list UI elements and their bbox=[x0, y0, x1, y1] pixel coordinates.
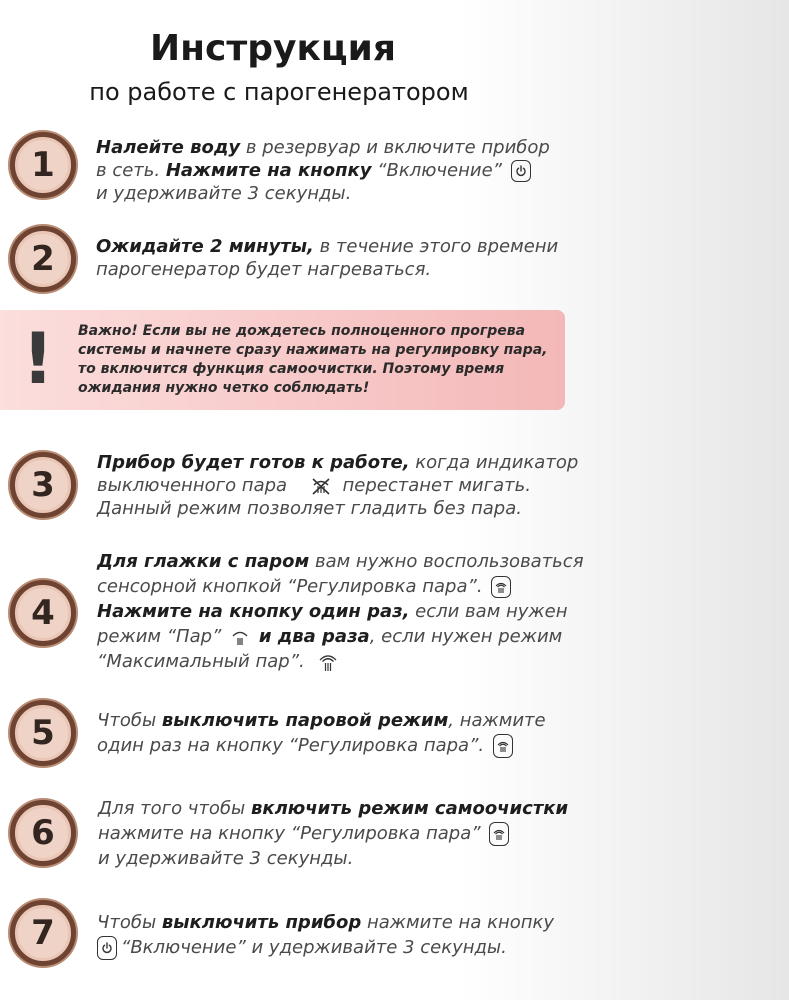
step-5-text: Чтобы выключить паровой режим, нажмите один раз на кнопку “Регулировка пара”. bbox=[97, 710, 546, 756]
step-6-badge: 6 bbox=[10, 800, 76, 866]
step-3-text: Прибор будет готов к работе, когда индикатор выключенного пара перестанет мигать. Данный режим позволяет гладить без пара. bbox=[97, 452, 579, 519]
step-2-text: Ожидайте 2 минуты, в течение этого времени парогенератор будет нагреваться. bbox=[96, 236, 559, 280]
step-6-text: Для того чтобы включить режим самоочистки нажмите на кнопку “Регулировка пара” и удерживайте 3 секунды. bbox=[98, 798, 569, 869]
step-2-badge: 2 bbox=[10, 226, 76, 292]
steam-regulation-icon bbox=[493, 734, 513, 758]
steam-regulation-icon bbox=[491, 576, 511, 598]
power-icon bbox=[511, 160, 531, 182]
page-title: Инструкция bbox=[150, 28, 396, 69]
step-5-badge: 5 bbox=[10, 700, 76, 766]
exclamation-icon: ! bbox=[22, 318, 54, 400]
step-3-badge: 3 bbox=[10, 452, 76, 518]
page-subtitle: по работе с парогенератором bbox=[89, 78, 469, 106]
step-7-text: Чтобы выключить прибор нажмите на кнопку “Включение” и удерживайте 3 секунды. bbox=[97, 912, 555, 958]
max-steam-icon bbox=[318, 652, 338, 672]
steam-icon bbox=[231, 628, 249, 646]
power-icon bbox=[97, 936, 117, 960]
step-4-badge: 4 bbox=[10, 580, 76, 646]
warning-text: Важно! Если вы не дождетесь полноценного прогрева системы и начнете сразу нажимать на регулировку пара, то включится функция самоочистки. Поэтому время ожидания нужно четко соблюдать! bbox=[78, 323, 548, 396]
steam-regulation-icon bbox=[489, 822, 509, 846]
warning-banner bbox=[0, 310, 565, 410]
step-1-badge: 1 bbox=[10, 132, 76, 198]
steam-off-icon bbox=[311, 477, 331, 495]
step-1-text: Налейте воду в резервуар и включите прибор в сеть. Нажмите на кнопку “Включение” и удерживайте 3 секунды. bbox=[96, 137, 550, 204]
step-7-badge: 7 bbox=[10, 900, 76, 966]
step-4-text: Для глажки с паром вам нужно воспользоваться сенсорной кнопкой “Регулировка пара”. Нажмите на кнопку один раз, если вам нужен режим “Пар” и два раза, если нужен режим “Максимальный пар”. bbox=[97, 551, 584, 672]
